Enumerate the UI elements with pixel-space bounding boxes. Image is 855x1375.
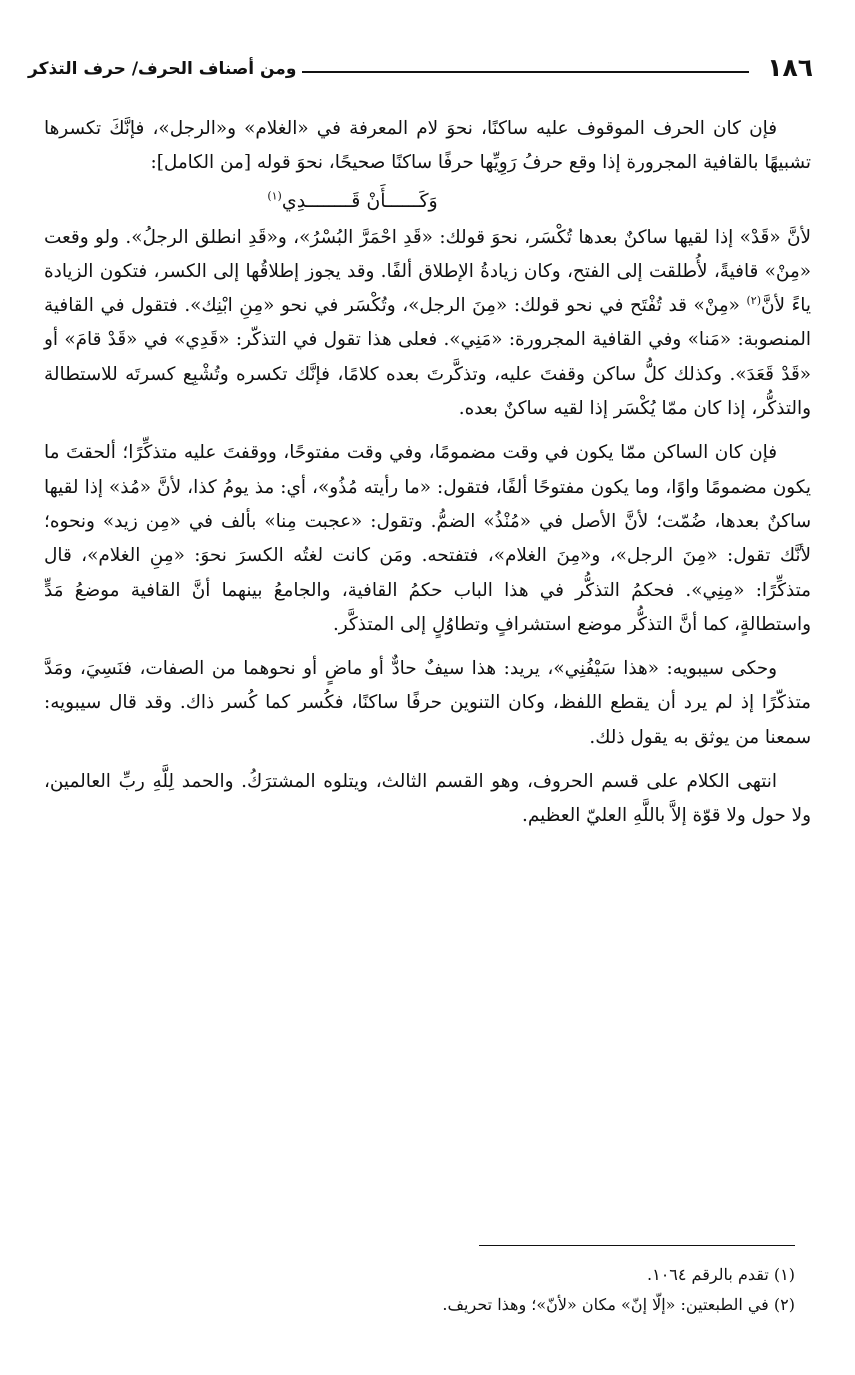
verse-line bbox=[44, 181, 811, 221]
verse-text: وَكَــــــأَنْ قَــــــــدِي bbox=[281, 189, 438, 212]
main-text bbox=[44, 112, 811, 834]
paragraph-5: انتهى الكلام على قسم الحروف، وهو القسم الثالث، ويتلوه المشترَكُ. والحمد لِلَّهِ ربِّ العالمين، ولا حول ولا قوّة إلاَّ باللَّهِ العليّ العظيم. bbox=[44, 771, 811, 827]
footnote-ref-2: (٢) bbox=[746, 294, 762, 308]
footnotes bbox=[60, 1260, 795, 1320]
footnote-rule bbox=[479, 1245, 795, 1246]
paragraph-2-part-a: لأنَّ «قَدْ» إذا لقيها ساكنٌ بعدها تُكْسَر، نحوَ قولك: «قَدِ احْمَرَّ البُسْرُ»، و«قَدِ انطلق الرجلُ». ولو وقعت «مِنْ» قافيةً، لأُطلقت إلى الفتح، وكان زيادةُ الإطلاق ألفًا. وقد يجوز إطلاقُها إلى الكسر، فتكون الزيادة ياءً لأنَّ bbox=[44, 226, 812, 317]
footnote-ref-1: (١) bbox=[267, 189, 282, 203]
running-title: ومن أصناف الحرف/ حرف التذكر bbox=[28, 59, 297, 79]
paragraph-1: فإن كان الحرف الموقوف عليه ساكنًا، نحوَ لام المعرفة في «الغلام» و«الرجل»، فإنَّكَ تكسرها تشبيهًا بالقافية المجرورة إذا وقع حرفُ رَوِيِّها حرفًا ساكنًا صحيحًا، نحوَ قوله [من الكامل]: bbox=[44, 118, 811, 174]
page-header bbox=[28, 50, 813, 82]
paragraph-2-part-b: «مِنْ» قد تُفْتَح في نحو قولك: «مِنَ الرجل»، وتُكْسَر في نحو «مِنِ ابْنِك». فتقول في القافية المنصوبة: «مَنا» وفي القافية المجرورة: «مَنِي». فعلى هذا تقول في التذكّر: «قَدِي» في «قَدْ قامَ» أو «قَدْ قَعَدَ». وكذلك كلُّ ساكن وقفتَ عليه، وتذكَّرتَ بعده كلامًا، فإنَّك تكسره وتُشْبِع كسرتَه للاستطالة والتذكُّر، إذا كان ممّا يُكْسَر إذا لقيه ساكنٌ بعده. bbox=[44, 295, 811, 420]
paragraph-3: فإن كان الساكن ممّا يكون في وقت مضمومًا، وفي وقت مفتوحًا، ووقفتَ عليه متذكِّرًا؛ ألحقتَ ما يكون مضمومًا واوًا، وما يكون مفتوحًا ألفًا، فتقول: «ما رأيته مُذُو»، أي: مذ يومُ كذا، لأنَّ «مُذ» إذا لقيها ساكنٌ بعدها، ضُمّت؛ لأنَّ الأصل في «مُنْذُ» الضمُّ. وتقول: «عجبت مِنا» بألف في «مِن زيد» ونحوه؛ لأنَّك تقول: «مِنَ الرجل»، و«مِنَ الغلام»، فتفتحه. ومَن كانت لغتُه الكسرَ نحوَ: «مِنِ الغلام»، قال متذكِّرًا: «مِنِي». فحكمُ التذكُّر في هذا الباب حكمُ القافية، والجامعُ بينهما أنَّ القافية موضعُ مَدٍّ واستطالةٍ، كما أنَّ التذكُّر موضع استشرافٍ وتطاوُلٍ إلى المتذكَّر. bbox=[44, 442, 811, 635]
footnote-2: (٢) في الطبعتين: «إلّا إنّ» مكان «لأنّ»؛ وهذا تحريف. bbox=[442, 1295, 795, 1314]
paragraph-4: وحكى سيبويه: «هذا سَيْفُنِي»، يريد: هذا سيفٌ حادٌّ أو ماضٍ أو نحوهما من الصفات، فنَسِيَ، ومَدَّ متذكّرًا إذ لم يرد أن يقطع اللفظ، وكان التنوين حرفًا ساكنًا، فكُسر كما كُسر ذاك. وقد قال سيبويه: سمعنا من يوثق به يقول ذلك. bbox=[44, 658, 811, 748]
paragraph-2 bbox=[44, 221, 811, 427]
footnote-1: (١) تقدم بالرقم ١٠٦٤. bbox=[647, 1265, 795, 1284]
header-rule bbox=[302, 71, 749, 73]
page-number: ١٨٦ bbox=[767, 53, 813, 82]
